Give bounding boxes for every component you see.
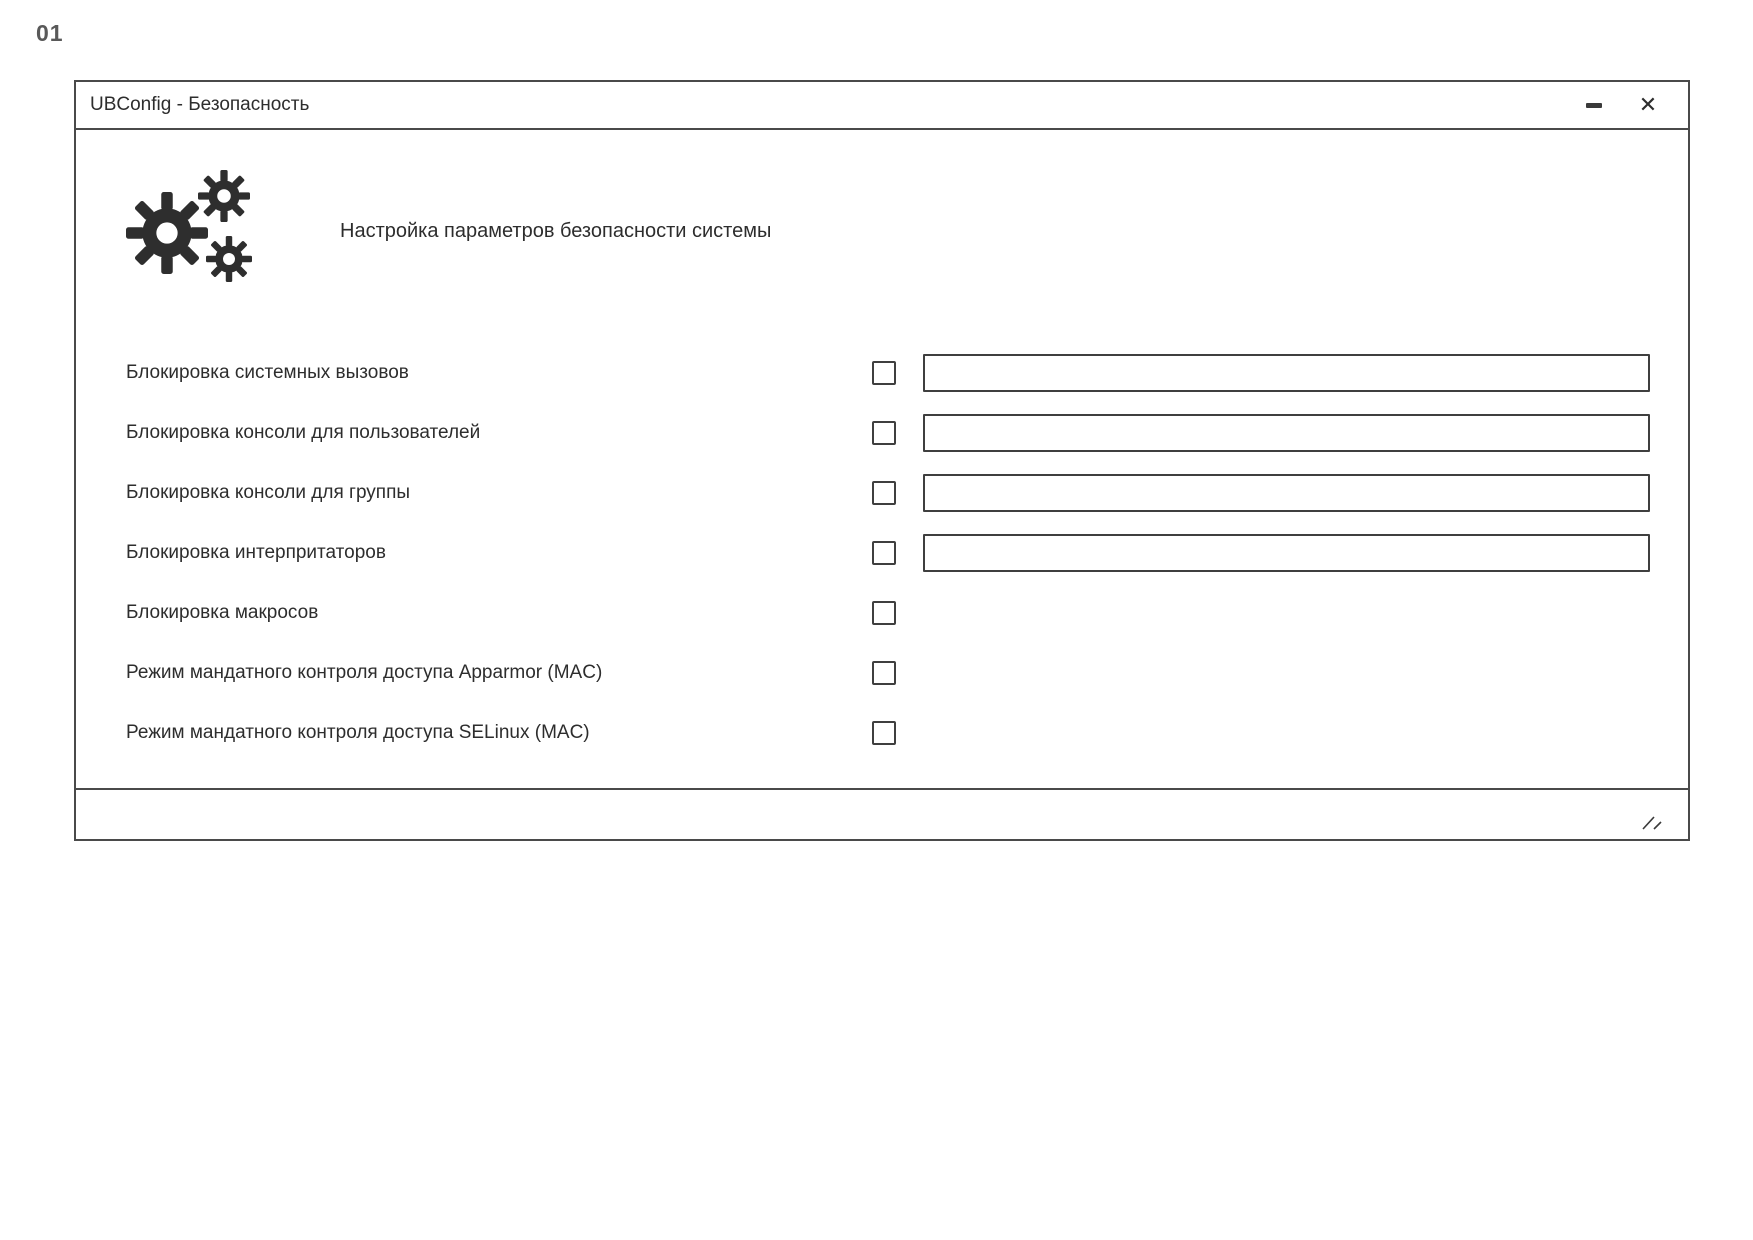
interpreters-lock-checkbox[interactable] — [872, 541, 896, 565]
row-label: Блокировка консоли для пользователей — [126, 422, 481, 443]
apparmor-mac-checkbox[interactable] — [872, 661, 896, 685]
form-row-console-group-lock — [126, 474, 1650, 512]
row-label: Блокировка макросов — [126, 602, 319, 623]
selinux-mac-checkbox[interactable] — [872, 721, 896, 745]
row-label: Режим мандатного контроля доступа Apparmor (MAC) — [126, 662, 603, 683]
row-label: Блокировка системных вызовов — [126, 362, 409, 383]
row-label: Режим мандатного контроля доступа SELinux (MAC) — [126, 722, 590, 743]
form-row-apparmor-mac — [126, 654, 1650, 692]
console-users-lock-checkbox[interactable] — [872, 421, 896, 445]
resize-grip-icon[interactable] — [1640, 815, 1664, 831]
form-row-console-users-lock — [126, 414, 1650, 452]
form-row-syscall-lock — [126, 354, 1650, 392]
close-icon: ✕ — [1638, 92, 1658, 117]
form-row-interpreters-lock — [126, 534, 1650, 572]
gear-small-icon — [206, 236, 252, 282]
console-users-lock-input[interactable] — [923, 414, 1650, 452]
minimize-icon — [1586, 103, 1602, 108]
window-titlebar — [76, 82, 1688, 130]
syscall-lock-checkbox[interactable] — [872, 361, 896, 385]
macros-lock-checkbox[interactable] — [872, 601, 896, 625]
syscall-lock-input[interactable] — [923, 354, 1650, 392]
form-row-macros-lock — [126, 594, 1650, 632]
security-settings-form — [126, 354, 1650, 752]
close-button[interactable] — [1636, 93, 1660, 117]
ubconfig-security-window — [74, 80, 1690, 841]
window-controls — [1582, 93, 1660, 117]
form-row-selinux-mac — [126, 714, 1650, 752]
security-settings-description: Настройка параметров безопасности системы — [340, 219, 772, 242]
gear-large-icon — [126, 192, 208, 274]
minimize-button[interactable] — [1582, 93, 1606, 117]
gears-icon — [126, 170, 278, 292]
interpreters-lock-input[interactable] — [923, 534, 1650, 572]
window-title: UBConfig - Безопасность — [90, 94, 310, 115]
gear-medium-icon — [198, 170, 250, 222]
row-label: Блокировка интерпритаторов — [126, 542, 386, 563]
console-group-lock-checkbox[interactable] — [872, 481, 896, 505]
window-statusbar — [76, 788, 1688, 839]
header-row — [126, 170, 1650, 292]
page-number-label: 01 — [36, 20, 64, 46]
window-content — [76, 130, 1688, 788]
row-label: Блокировка консоли для группы — [126, 482, 411, 503]
console-group-lock-input[interactable] — [923, 474, 1650, 512]
